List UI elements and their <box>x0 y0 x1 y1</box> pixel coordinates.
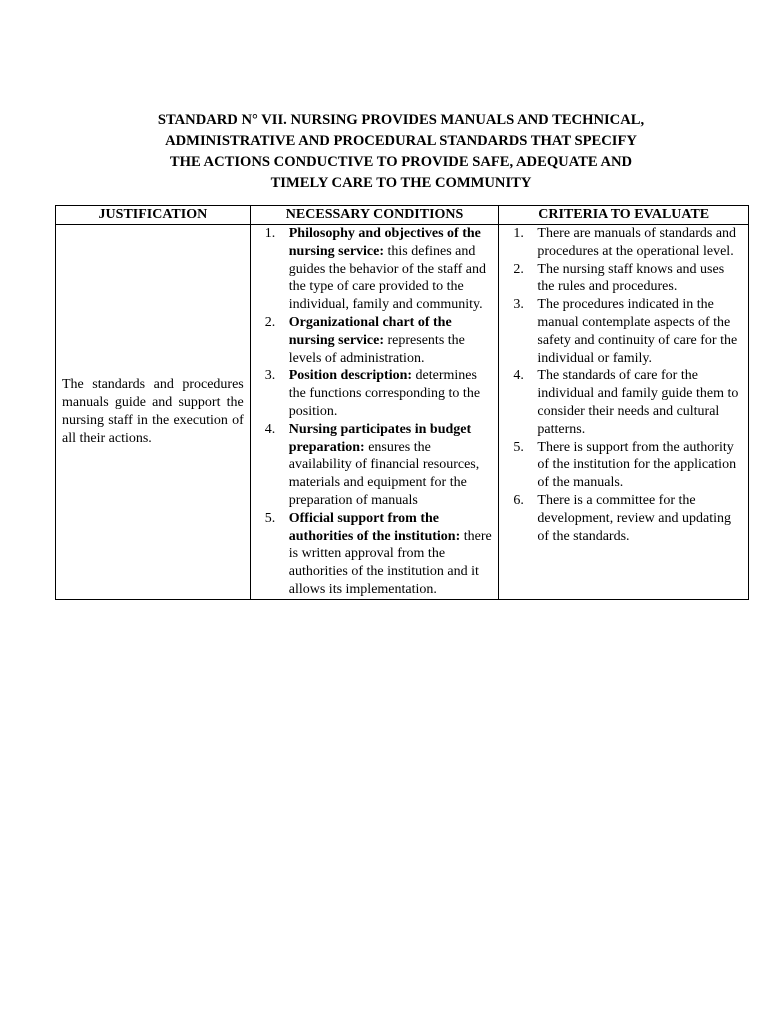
header-justification: JUSTIFICATION <box>56 206 251 225</box>
condition-text: represents the levels of administration. <box>288 332 465 366</box>
criteria-item <box>499 296 744 367</box>
list-number: 4. <box>513 368 524 384</box>
condition-heading: Organizational chart of the nursing service: <box>288 314 452 348</box>
criteria-cell <box>499 225 749 600</box>
criteria-item <box>499 261 744 297</box>
criteria-text: There is a committee for the development, review and updating of the standards. <box>537 492 731 544</box>
title-line: THE ACTIONS CONDUCTIVE TO PROVIDE SAFE, ADEQUATE AND <box>169 154 633 170</box>
condition-text: ensures the availability of financial resources, materials and equipment for the preparation of manuals <box>288 439 480 508</box>
conditions-list <box>251 225 495 599</box>
title-line: ADMINISTRATIVE AND PROCEDURAL STANDARDS THAT SPECIFY <box>165 133 637 149</box>
criteria-item <box>499 439 744 492</box>
condition-item <box>251 421 495 510</box>
header-necessary-conditions: NECESSARY CONDITIONS <box>250 206 499 225</box>
condition-item <box>251 367 495 420</box>
criteria-text: The standards of care for the individual and family guide them to consider their needs and cultural patterns. <box>537 368 739 437</box>
condition-text: this defines and guides the behavior of the staff and the type of care provided to the individual, family and community. <box>288 243 486 313</box>
list-number: 1. <box>264 226 276 241</box>
table-header-row <box>56 206 749 225</box>
criteria-text: The nursing staff knows and uses the rules and procedures. <box>537 261 725 295</box>
condition-text: there is written approval from the authorities of the institution and it allows its implementation. <box>288 528 492 597</box>
list-number: 5. <box>264 510 276 526</box>
header-criteria-to-evaluate: CRITERIA TO EVALUATE <box>499 206 749 225</box>
table-row <box>56 225 749 600</box>
conditions-cell <box>250 225 499 600</box>
list-number: 2. <box>264 314 276 330</box>
list-number: 5. <box>513 439 524 455</box>
criteria-text: There is support from the authority of the institution for the application of the manuals. <box>537 439 737 491</box>
list-number: 6. <box>513 492 524 508</box>
condition-heading: Philosophy and objectives of the nursing service: <box>288 226 481 259</box>
condition-text: determines the functions corresponding to the position. <box>288 368 481 419</box>
condition-item <box>251 314 495 367</box>
criteria-item <box>499 367 744 438</box>
condition-item <box>251 510 495 599</box>
criteria-text: The procedures indicated in the manual contemplate aspects of the safety and continuity of care for the individual or family. <box>537 297 738 366</box>
criteria-list <box>499 225 744 545</box>
document-title <box>60 110 742 194</box>
list-number: 3. <box>513 297 524 313</box>
justification-cell: The standards and procedures manuals guide and support the nursing staff in the execution of all their actions. <box>56 225 251 600</box>
condition-heading: Position description: <box>288 368 413 384</box>
condition-heading: Nursing participates in budget preparation: <box>288 421 472 455</box>
criteria-text: There are manuals of standards and procedures at the operational level. <box>537 226 737 259</box>
criteria-item <box>499 225 744 261</box>
list-number: 1. <box>513 226 524 241</box>
standards-table <box>55 205 749 600</box>
title-line: TIMELY CARE TO THE COMMUNITY <box>270 175 532 191</box>
title-line: STANDARD N° VII. NURSING PROVIDES MANUALS AND TECHNICAL, <box>157 112 645 128</box>
criteria-item <box>499 492 744 545</box>
condition-item <box>251 225 495 314</box>
condition-heading: Official support from the authorities of the institution: <box>288 510 461 544</box>
list-number: 4. <box>264 421 276 437</box>
list-number: 2. <box>513 261 524 277</box>
list-number: 3. <box>264 368 276 384</box>
